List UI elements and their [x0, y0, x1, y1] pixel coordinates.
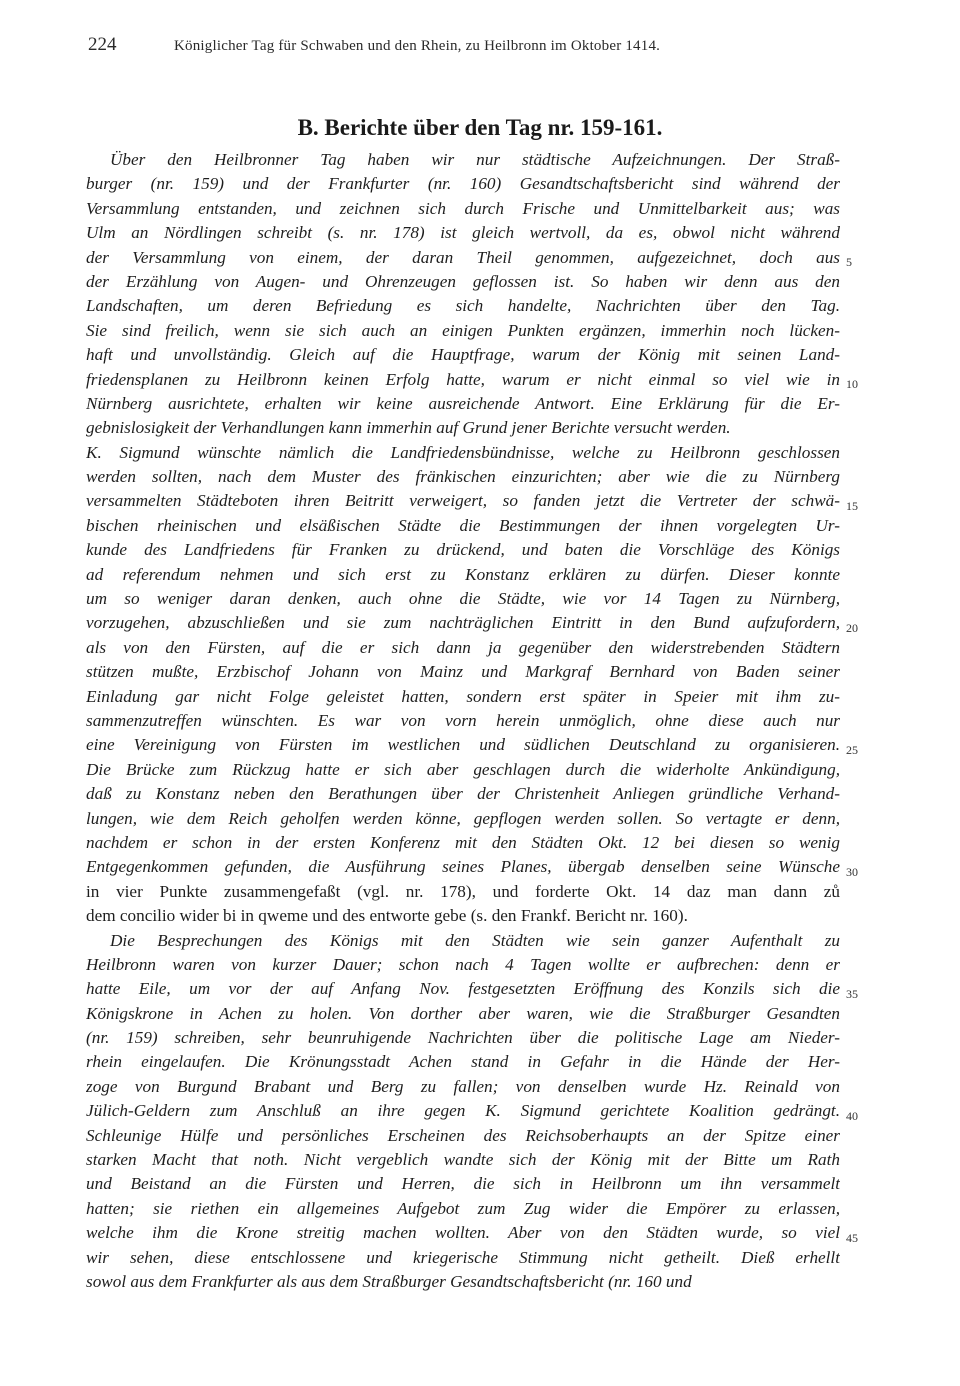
- text-line: ad referendum nehmen und sich erst zu Konstanz erklären zu dürfen. Dieser konnte: [86, 564, 840, 584]
- text-line: vorzugehen, abzuschließen und sie zum nachträglichen Eintritt in den Bund aufzufordern,: [86, 613, 840, 633]
- text-line: in vier Punkte zusammengefaßt (vgl. nr. 178), und forderte Okt. 14 daz man dann zů: [86, 881, 840, 901]
- text-line: Ulm an Nördlingen schreibt (s. nr. 178) ist gleich wertvoll, da es, obwol nicht während: [86, 223, 840, 243]
- margin-line-number: 10: [846, 376, 858, 391]
- body-text: [86, 148, 840, 1294]
- text-line: lungen, wie dem Reich geholfen werden könne, gepflogen werden sollen. So vertagte er denn,: [86, 808, 840, 828]
- margin-line-number: 40: [846, 1108, 858, 1123]
- text-line: friedensplanen zu Heilbronn keinen Erfolg hatte, warum er nicht einmal so viel wie in: [86, 369, 840, 389]
- margin-line-number: 20: [846, 620, 858, 635]
- text-line: und Beistand an die Fürsten und Herren, die sich in Heilbronn um ihn versammelt: [86, 1174, 840, 1194]
- text-line: werden sollten, nach dem Muster des fränkischen einzurichten; aber wie die zu Nürnberg: [86, 467, 840, 487]
- page-header: [88, 30, 848, 60]
- text-line: versammelten Städteboten ihren Beitritt verweigert, so fanden jetzt die Vertreter der schwä-: [86, 491, 840, 511]
- text-line: um so weniger daran denken, auch ohne die Städte, wie vor 14 Tagen zu Nürnberg,: [86, 589, 840, 609]
- margin-line-number: 30: [846, 864, 858, 879]
- text-line: Versammlung entstanden, und zeichnen sich durch Frische und Unmittelbarkeit aus; was: [86, 198, 840, 218]
- text-line: daß zu Konstanz neben den Berathungen über der Christenheit Anliegen gründliche Verhand-: [86, 784, 840, 804]
- text-line: dem concilio wider bi in qweme und des entworte gebe (s. den Frankf. Bericht nr. 160).: [86, 906, 688, 926]
- text-line: als von den Fürsten, auf die er sich dann ja gegenüber den widerstrebenden Städtern: [86, 637, 840, 657]
- text-line: burger (nr. 159) und der Frankfurter (nr. 160) Gesandtschaftsbericht sind während der: [86, 174, 840, 194]
- running-title: Königlicher Tag für Schwaben und den Rhein, zu Heilbronn im Oktober 1414.: [174, 38, 661, 54]
- text-line: bischen rheinischen und elsäßischen Städte die Bestimmungen der ihnen vorgelegten Ur-: [86, 515, 840, 535]
- text-line: K. Sigmund wünschte nämlich die Landfriedensbündnisse, welche zu Heilbronn geschlossen: [86, 442, 840, 462]
- section-heading: B. Berichte über den Tag nr. 159-161.: [297, 115, 663, 140]
- text-line: rhein eingelaufen. Die Krönungsstadt Achen stand in Gefahr in die Hände der Her-: [86, 1052, 840, 1072]
- text-line: kunde des Landfriedens für Franken zu drückend, und baten die Vorschläge des Königs: [86, 540, 840, 560]
- text-line: Sie sind freilich, wenn sie sich auch an einigen Punkten ergänzen, immerhin noch lücken-: [86, 320, 840, 340]
- text-line: zoge von Burgund Brabant und Berg zu fallen; von denselben wurde Hz. Reinald von: [86, 1076, 840, 1096]
- text-line: Nürnberg ausrichtete, erhalten wir keine ausreichende Antwort. Eine Erklärung für die Er-: [86, 393, 840, 413]
- page-number: 224: [88, 34, 117, 55]
- text-line: hatte Eile, um vor der auf Anfang Nov. festgesetzten Eröffnung des Konzils sich die: [86, 979, 840, 999]
- margin-line-number: 15: [846, 498, 858, 513]
- text-line: Schleunige Hülfe und persönliches Erscheinen des Reichsoberhaupts an der Spitze einer: [86, 1125, 840, 1145]
- margin-line-number: 45: [846, 1230, 858, 1245]
- text-line: welche ihm die Krone streitig machen wollten. Aber von den Städten wurde, so viel: [86, 1223, 840, 1243]
- text-line: sammenzutreffen wünschten. Es war von vorn herein unmöglich, ohne diese auch nur: [86, 710, 840, 730]
- text-line: sowol aus dem Frankfurter als aus dem Straßburger Gesandtschaftsbericht (nr. 160 und: [86, 1271, 692, 1291]
- text-line: Königskrone in Achen zu holen. Von dorther aber waren, wie die Straßburger Gesandten: [86, 1003, 840, 1023]
- text-line: (nr. 159) schreiben, sehr beunruhigende Nachrichten über die politische Lage am Nieder-: [86, 1028, 840, 1048]
- text-line: der Versammlung von einem, der daran Theil genommen, aufgezeichnet, doch aus: [86, 247, 840, 267]
- margin-line-number: 35: [846, 986, 858, 1001]
- text-line: Die Brücke zum Rückzug hatte er sich aber geschlagen durch die widerholte Ankündigung,: [86, 759, 840, 779]
- text-line: hatten; sie riethen ein allgemeines Aufgebot zum Zug wider die Empörer zu erlassen,: [86, 1198, 840, 1218]
- margin-line-number: 5: [846, 254, 852, 269]
- text-line: Entgegenkommen gefunden, die Ausführung seines Planes, übergab denselben seine Wünsche: [86, 857, 840, 877]
- text-line: Landschaften, um deren Befriedung es sich handelte, Nachrichten über den Tag.: [86, 296, 840, 316]
- text-line: wir sehen, diese entschlossene und kriegerische Stimmung nicht getheilt. Dieß erhellt: [86, 1247, 840, 1267]
- text-line: Über den Heilbronner Tag haben wir nur städtische Aufzeichnungen. Der Straß-: [110, 150, 840, 169]
- text-line: gebnislosigkeit der Verhandlungen kann immerhin auf Grund jener Berichte versucht werden.: [86, 418, 731, 438]
- text-line: Einladung gar nicht Folge geleistet hatten, sondern erst später in Speier mit ihm zu-: [86, 686, 840, 706]
- text-line: nachdem er schon in der ersten Konferenz mit den Städten Okt. 12 bei diesen so wenig: [86, 832, 840, 852]
- text-line: Heilbronn waren von kurzer Dauer; schon nach 4 Tagen wollte er aufbrechen: denn er: [86, 954, 840, 974]
- text-line: eine Vereinigung von Fürsten im westlichen und südlichen Deutschland zu organisieren.: [86, 735, 840, 755]
- text-line: der Erzählung von Augen- und Ohrenzeugen geflossen ist. So haben wir denn aus den: [86, 271, 840, 291]
- text-line: starken Macht that noth. Nicht vergeblich wandte sich der König mit der Bitte um Rath: [86, 1150, 840, 1170]
- margin-line-number: 25: [846, 742, 858, 757]
- text-line: Jülich-Geldern zum Anschluß an ihre gegen K. Sigmund gerichtete Koalition gedrängt.: [86, 1101, 840, 1121]
- text-line: haft und unvollständig. Gleich auf die Hauptfrage, warum der König mit seinen Land-: [86, 345, 840, 365]
- text-line: Die Besprechungen des Königs mit den Städten wie sein ganzer Aufenthalt zu: [110, 930, 840, 950]
- text-line: stützen mußte, Erzbischof Johann von Mainz und Markgraf Bernhard von Baden seiner: [86, 662, 840, 682]
